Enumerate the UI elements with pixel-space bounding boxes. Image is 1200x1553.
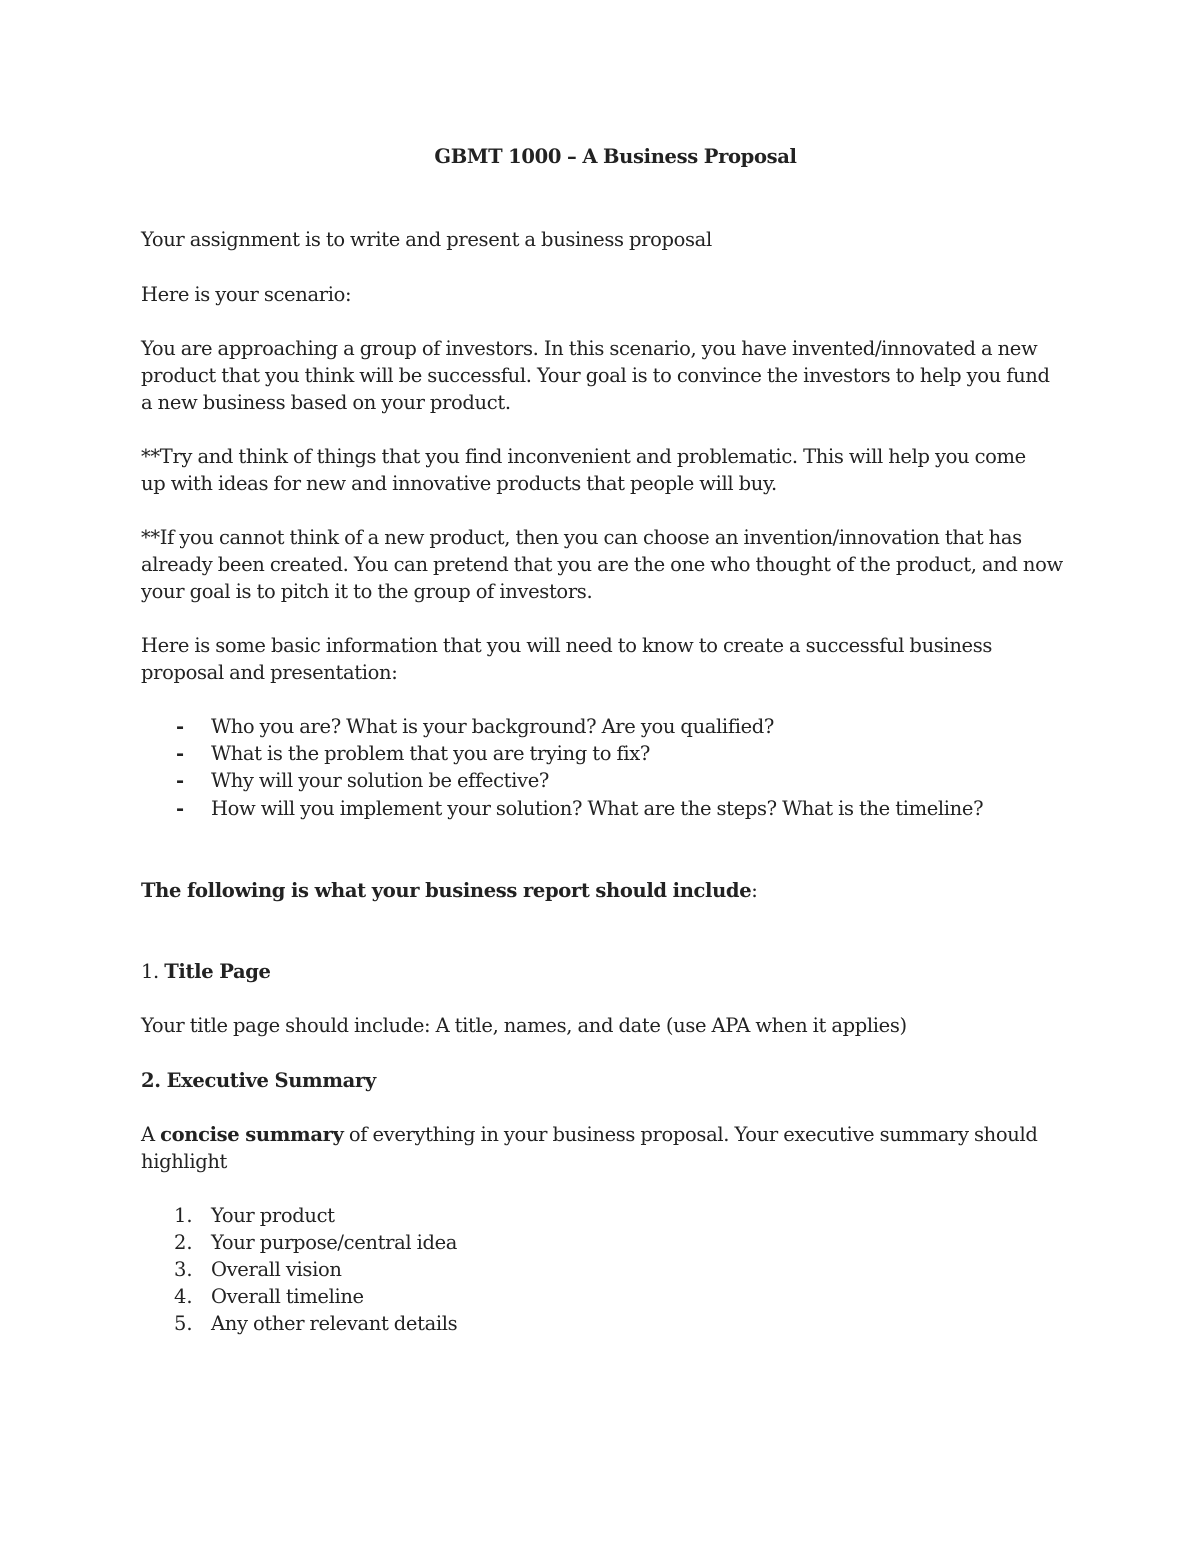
document-title: GBMT 1000 – A Business Proposal bbox=[434, 145, 797, 168]
list-item: Overall timeline bbox=[211, 1285, 364, 1308]
tip1-line-2: up with ideas for new and innovative products that people will buy. bbox=[141, 472, 777, 495]
list-number: 2. bbox=[174, 1231, 193, 1254]
list-item: Any other relevant details bbox=[211, 1312, 458, 1335]
list-item: Why will your solution be effective? bbox=[211, 769, 550, 792]
section2-body-bold: concise summary bbox=[160, 1123, 344, 1146]
section1-title: Title Page bbox=[164, 960, 271, 983]
bullet-marker: - bbox=[176, 742, 185, 765]
section1-number: 1. bbox=[141, 960, 165, 983]
bullet-marker: - bbox=[176, 769, 185, 792]
report-heading-text: The following is what your business report should include bbox=[141, 879, 752, 902]
section2-body-prefix: A bbox=[141, 1123, 161, 1146]
list-item: How will you implement your solution? What are the steps? What is the timeline? bbox=[211, 797, 984, 820]
info-line-1: Here is some basic information that you will need to know to create a successful business bbox=[141, 634, 993, 657]
info-line-2: proposal and presentation: bbox=[141, 661, 398, 684]
tip1-line-1: **Try and think of things that you find inconvenient and problematic. This will help you come bbox=[141, 445, 1026, 468]
tip2-line-1: **If you cannot think of a new product, then you can choose an invention/innovation that has bbox=[141, 526, 1022, 549]
section2-body-suffix: of everything in your business proposal. Your executive summary should bbox=[343, 1123, 1038, 1146]
list-number: 4. bbox=[174, 1285, 193, 1308]
list-number: 1. bbox=[174, 1204, 193, 1227]
report-heading-colon: : bbox=[751, 879, 758, 902]
tip2-line-3: your goal is to pitch it to the group of investors. bbox=[141, 580, 593, 603]
scenario-line-1: You are approaching a group of investors. In this scenario, you have invented/innovated a new bbox=[141, 337, 1038, 360]
scenario-line-3: a new business based on your product. bbox=[141, 391, 511, 414]
list-item: Your product bbox=[211, 1204, 335, 1227]
list-number: 5. bbox=[174, 1312, 193, 1335]
list-number: 3. bbox=[174, 1258, 193, 1281]
scenario-label: Here is your scenario: bbox=[141, 283, 352, 306]
scenario-line-2: product that you think will be successful. Your goal is to convince the investors to help you fund bbox=[141, 364, 1050, 387]
report-heading bbox=[141, 877, 758, 904]
list-item: Who you are? What is your background? Are you qualified? bbox=[211, 715, 775, 738]
section2-body-line-2: highlight bbox=[141, 1150, 228, 1173]
section1-body: Your title page should include: A title, names, and date (use APA when it applies) bbox=[141, 1014, 907, 1037]
section2-heading: 2. Executive Summary bbox=[141, 1069, 376, 1092]
section2-body-line-1 bbox=[141, 1121, 1037, 1148]
intro-paragraph: Your assignment is to write and present a business proposal bbox=[141, 228, 712, 251]
list-item: Your purpose/central idea bbox=[211, 1231, 458, 1254]
bullet-marker: - bbox=[176, 715, 185, 738]
list-item: What is the problem that you are trying to fix? bbox=[211, 742, 650, 765]
section1-heading bbox=[141, 958, 271, 985]
bullet-marker: - bbox=[176, 797, 185, 820]
list-item: Overall vision bbox=[211, 1258, 342, 1281]
tip2-line-2: already been created. You can pretend that you are the one who thought of the product, and now bbox=[141, 553, 1063, 576]
